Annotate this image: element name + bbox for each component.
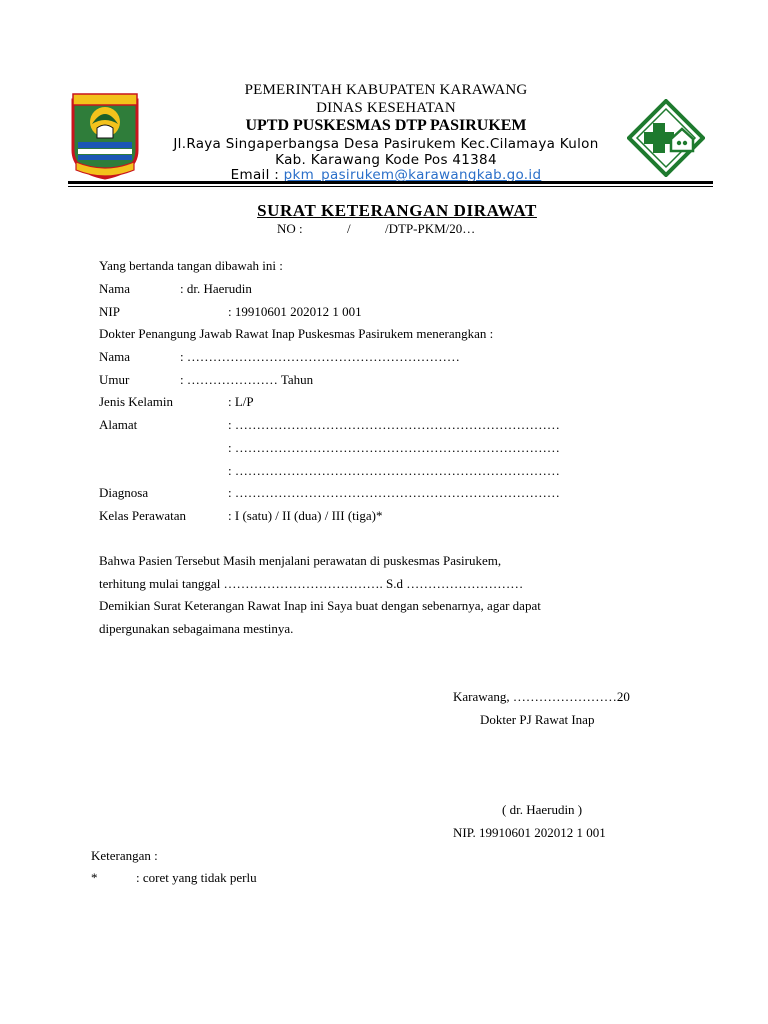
number-suffix: /DTP-PKM/20… [385,221,476,236]
header-divider-thin [68,186,713,187]
gov-line: PEMERINTAH KABUPATEN KARAWANG [244,82,528,98]
address-line-2: Kab. Karawang Kode Pos 41384 [275,152,497,168]
patient-address-line-2: : ………………………………………………………………… [228,440,560,455]
department-line: DINAS KESEHATAN [316,100,456,116]
patient-address-line-3: : ………………………………………………………………… [228,463,560,478]
patient-gender-value: : L/P [228,394,254,409]
patient-name-value: : ……………………………………………………… [180,349,460,364]
patient-gender-label: Jenis Kelamin [99,394,174,409]
signer-nip-value: : 19910601 202012 1 001 [228,304,362,319]
statement-line-1: Bahwa Pasien Tersebut Masih menjalani perawatan di puskesmas Pasirukem, [99,553,502,568]
notes-text: : coret yang tidak perlu [136,870,257,885]
signature-name: ( dr. Haerudin ) [502,802,583,817]
signer-nip-label: NIP [99,304,120,319]
statement-line-2: terhitung mulai tanggal ………………………………. S.d ……………………… [99,576,524,591]
patient-name-label: Nama [99,349,131,364]
institution-line: UPTD PUSKESMAS DTP PASIRUKEM [245,117,527,134]
address-line-1: Jl.Raya Singaperbangsa Desa Pasirukem Kec.Cilamaya Kulon [173,136,599,152]
diagnosis-value: : ………………………………………………………………… [228,485,560,500]
email-link[interactable]: pkm_pasirukem@karawangkab.go.id [283,167,542,183]
document-title: SURAT KETERANGAN DIRAWAT [257,201,537,220]
notes-marker: * [91,870,98,885]
signature-role: Dokter PJ Rawat Inap [480,712,595,727]
notes-label: Keterangan : [91,848,158,863]
statement-line-4: dipergunakan sebagaimana mestinya. [99,621,294,636]
signer-name-label: Nama [99,281,131,296]
care-class-label: Kelas Perawatan [99,508,186,523]
signature-place-date: Karawang, ……………………20 [453,689,630,704]
patient-age-value: : ………………… Tahun [180,372,314,387]
email-label: Email : [230,167,280,183]
signer-name-value: : dr. Haerudin [180,281,252,296]
diagnosis-label: Diagnosa [99,485,149,500]
header-divider-thick [68,181,713,184]
number-slash: / [347,221,351,236]
patient-age-label: Umur [99,372,130,387]
role-statement: Dokter Penangung Jawab Rawat Inap Puskesmas Pasirukem menerangkan : [99,326,494,341]
intro-text: Yang bertanda tangan dibawah ini : [99,258,283,273]
number-prefix: NO : [277,221,303,236]
care-class-value: : I (satu) / II (dua) / III (tiga)* [228,508,383,523]
patient-address-line-1: : ………………………………………………………………… [228,417,560,432]
patient-address-label: Alamat [99,417,138,432]
signature-nip: NIP. 19910601 202012 1 001 [453,825,606,840]
statement-line-3: Demikian Surat Keterangan Rawat Inap ini Saya buat dengan sebenarnya, agar dapat [99,598,541,613]
